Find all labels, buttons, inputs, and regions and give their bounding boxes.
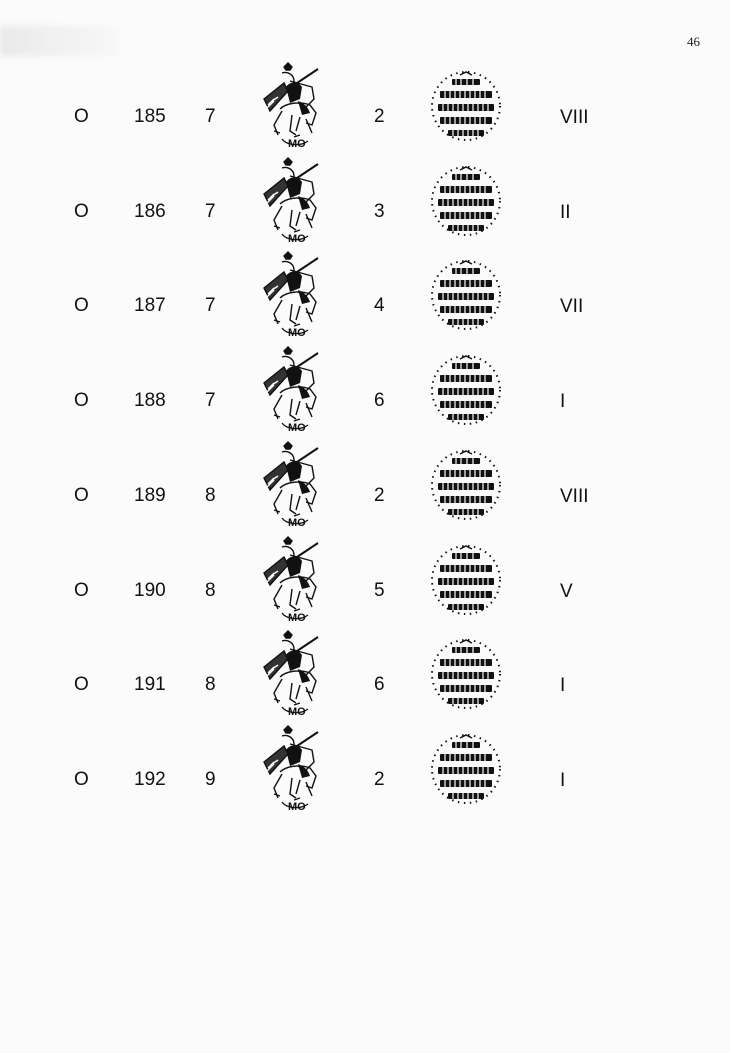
catalog-row: [0, 484, 730, 579]
rider-icon: [254, 250, 326, 340]
rider-icon: [254, 345, 326, 435]
variant-number: 2: [374, 106, 385, 127]
catalog-number: 190: [134, 579, 166, 601]
inscription-icon: [428, 67, 504, 145]
inscription-icon: [428, 635, 504, 713]
catalog-row: [0, 579, 730, 674]
group-number: 7: [205, 106, 216, 127]
variant-number: 4: [374, 295, 385, 317]
page-number: 46: [687, 34, 700, 49]
type-numeral: VIII: [560, 485, 589, 507]
variant-number: 6: [374, 674, 385, 696]
side-letter: O: [74, 484, 89, 506]
svg-text:MO: MO: [288, 611, 306, 624]
svg-text:MO: MO: [288, 422, 306, 435]
type-numeral: VIII: [560, 107, 589, 128]
rider-icon: [254, 629, 326, 719]
inscription-icon: [428, 351, 504, 429]
catalog-row: [0, 768, 730, 863]
group-number: 7: [205, 200, 216, 222]
catalog-number: 186: [134, 200, 166, 222]
inscription-icon: [428, 256, 504, 334]
variant-number: 6: [374, 390, 385, 412]
rider-icon: [254, 535, 326, 625]
svg-text:MO: MO: [288, 327, 306, 340]
group-number: 8: [205, 579, 216, 601]
rider-icon: [254, 156, 326, 246]
side-letter: O: [74, 768, 89, 790]
side-letter: O: [74, 295, 89, 317]
group-number: 9: [205, 768, 216, 790]
inscription-icon: [428, 162, 504, 240]
variant-number: 2: [374, 768, 385, 790]
rider-icon: [254, 440, 326, 530]
catalog-number: 188: [134, 390, 166, 412]
variant-number: 5: [374, 579, 385, 601]
group-number: 7: [205, 390, 216, 412]
type-numeral: VII: [560, 296, 584, 318]
side-letter: O: [74, 200, 89, 222]
catalog-number: 191: [134, 674, 166, 696]
group-number: 7: [205, 295, 216, 317]
catalog-number: 189: [134, 484, 166, 506]
side-letter: O: [74, 674, 89, 696]
inscription-icon: [428, 730, 504, 808]
svg-text:MO: MO: [288, 232, 306, 245]
type-numeral: II: [560, 201, 571, 223]
catalog-number: 187: [134, 295, 166, 317]
type-numeral: I: [560, 769, 566, 791]
variant-number: 3: [374, 200, 385, 222]
group-number: 8: [205, 674, 216, 696]
side-letter: O: [74, 579, 89, 601]
svg-text:MO: MO: [288, 706, 306, 719]
scan-smudge: [0, 26, 120, 56]
type-numeral: V: [560, 580, 573, 602]
inscription-icon: [428, 446, 504, 524]
catalog-row: [0, 389, 730, 484]
variant-number: 2: [374, 484, 385, 506]
rider-icon: [254, 724, 326, 814]
catalog-row: [0, 294, 730, 389]
svg-text:MO: MO: [288, 800, 306, 813]
rider-icon: [254, 61, 326, 151]
side-letter: O: [74, 390, 89, 412]
catalog-number: 192: [134, 768, 166, 790]
type-numeral: I: [560, 675, 566, 697]
svg-text:MO: MO: [288, 138, 306, 150]
group-number: 8: [205, 484, 216, 506]
type-numeral: I: [560, 391, 566, 413]
catalog-row: [0, 673, 730, 768]
catalog-number: 185: [134, 106, 166, 127]
side-letter: O: [74, 106, 89, 127]
inscription-icon: [428, 541, 504, 619]
svg-text:MO: MO: [288, 516, 306, 529]
catalog-row: [0, 105, 730, 200]
catalog-row: [0, 200, 730, 295]
